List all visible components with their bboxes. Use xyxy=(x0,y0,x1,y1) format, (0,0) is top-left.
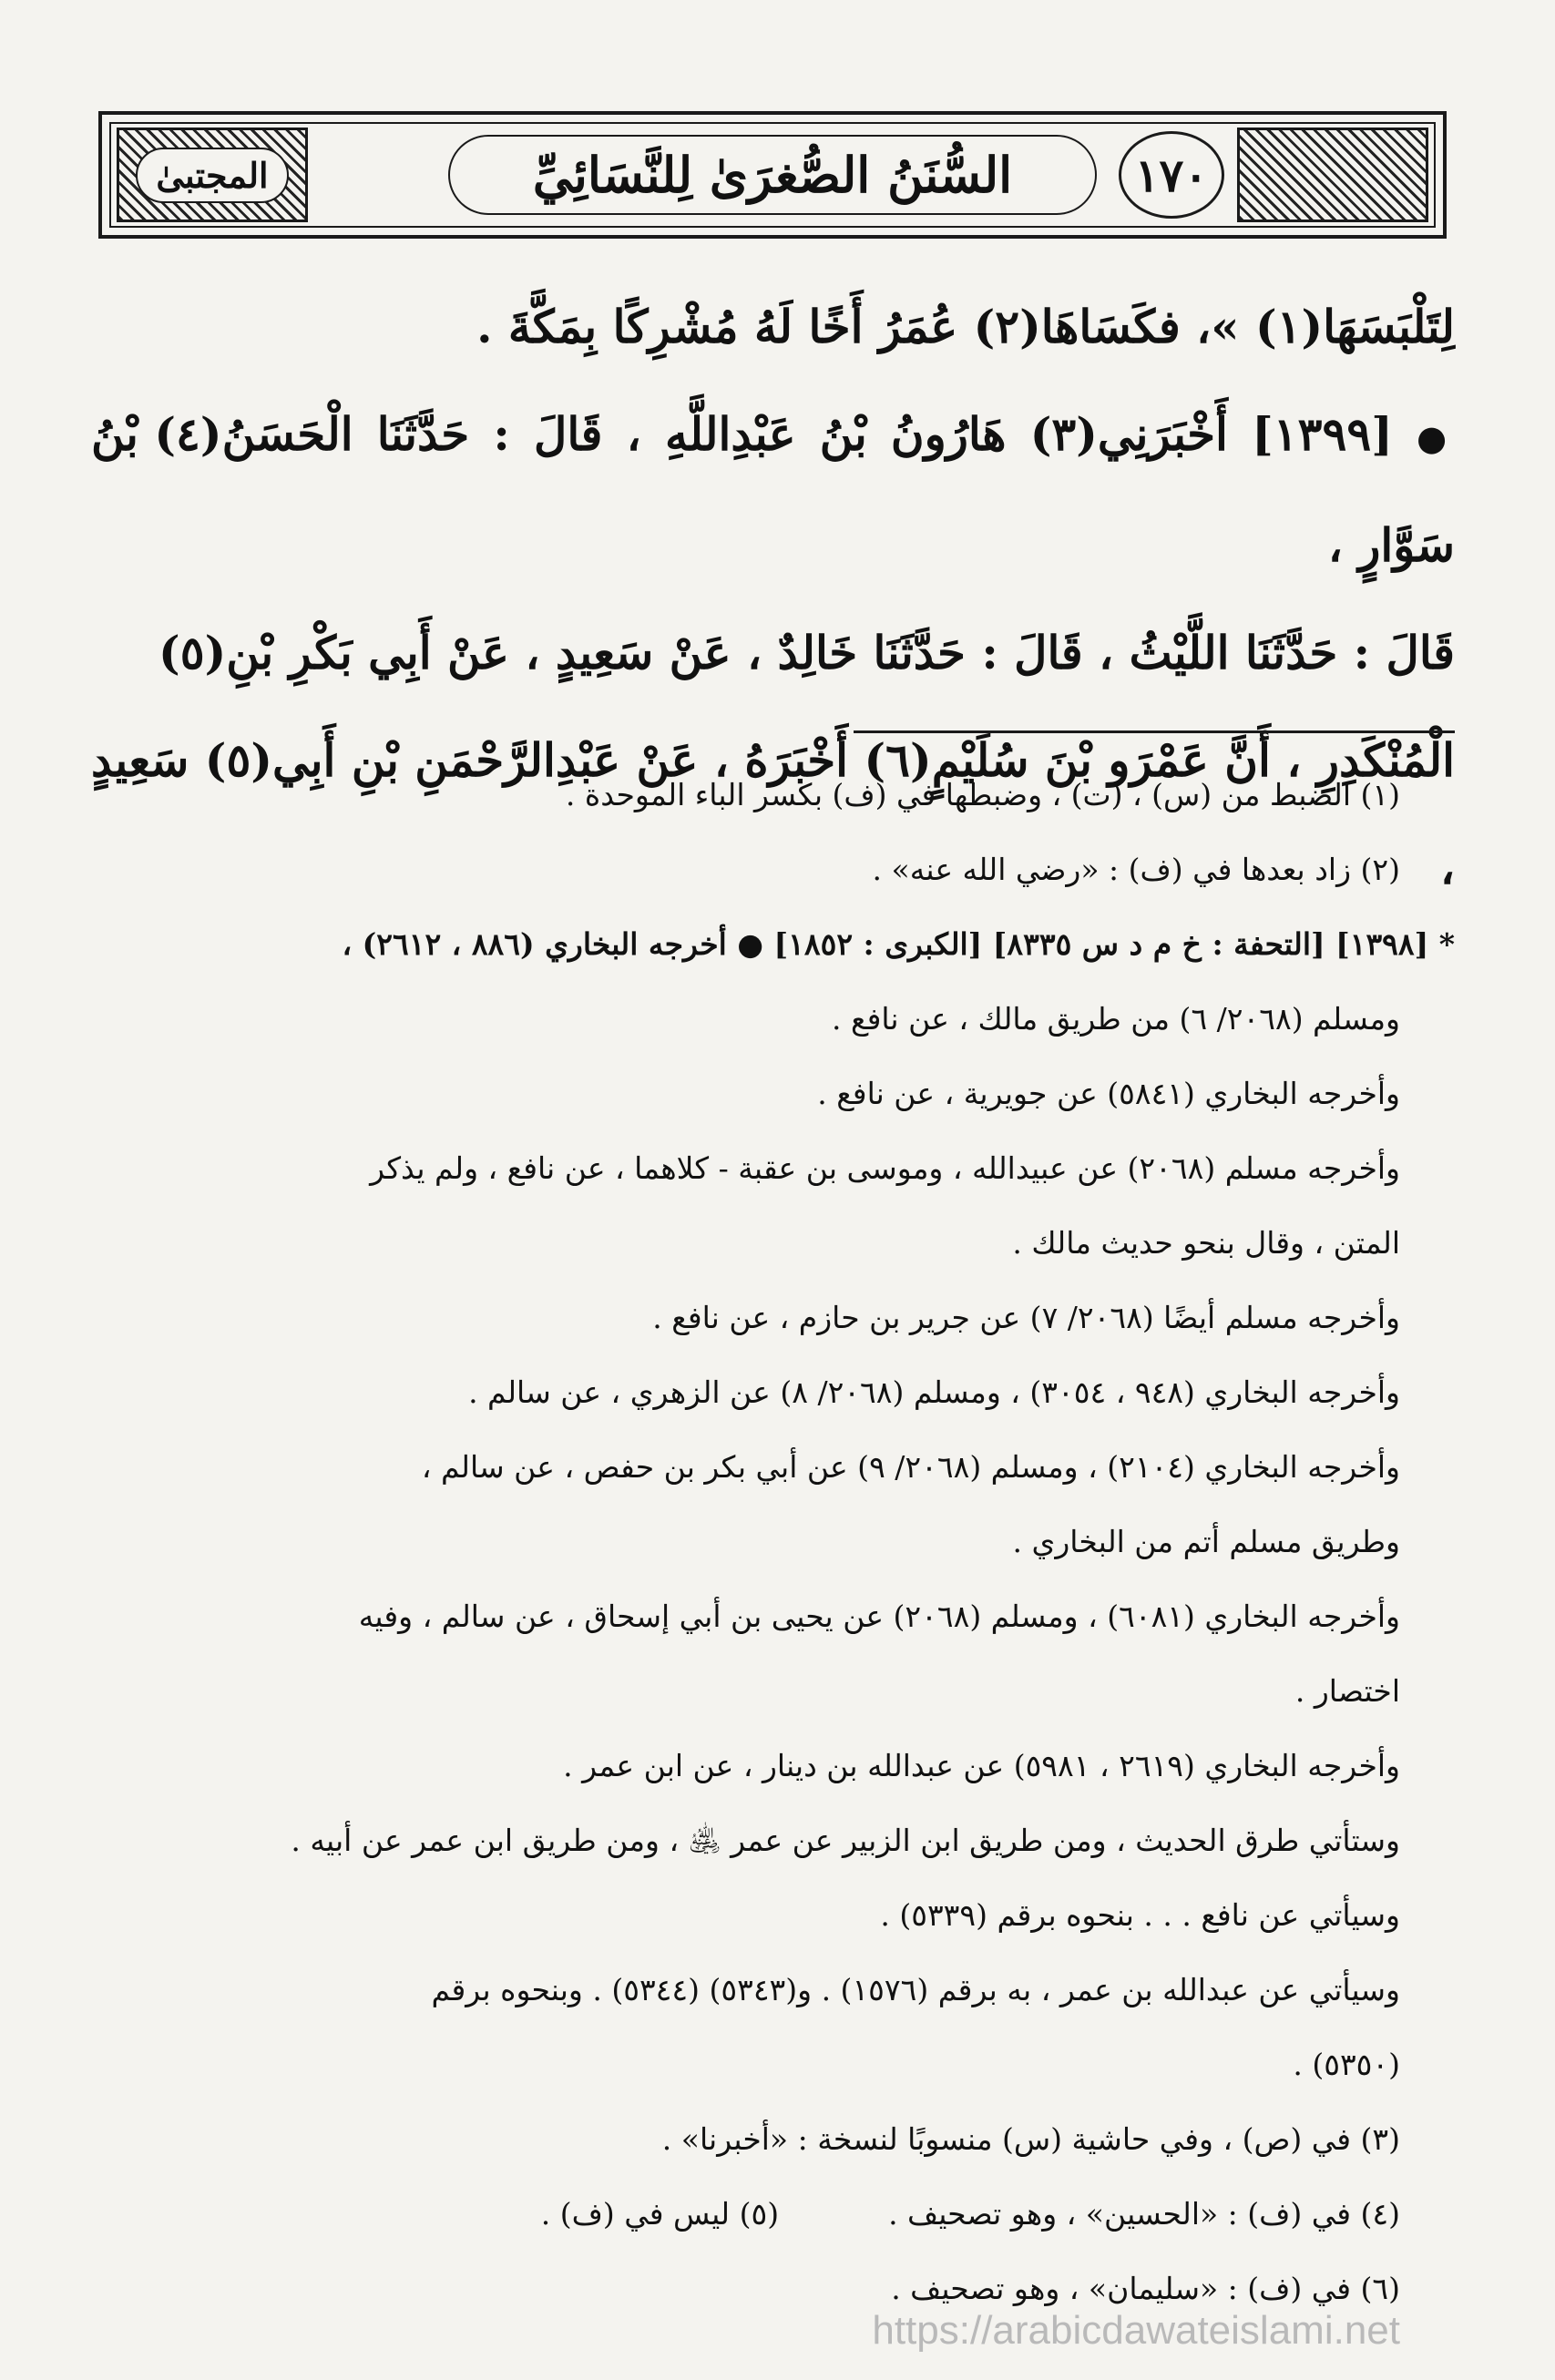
takhrij-line: (٥٣٥٠) . xyxy=(1293,2047,1400,2082)
takhrij-line: وأخرجه البخاري (٦٠٨١) ، ومسلم (٢٠٦٨) عن يحيى بن أبي إسحاق ، عن سالم ، وفيه xyxy=(358,1599,1400,1634)
takhrij-line: وأخرجه البخاري (٢٦١٩ ، ٥٩٨١) عن عبدالله بن دينار ، عن ابن عمر . xyxy=(563,1748,1400,1783)
book-title-ornament xyxy=(117,128,308,222)
watermark: https://arabicdawateislami.net xyxy=(872,2308,1400,2353)
footnote-divider xyxy=(854,730,1455,733)
takhrij-line: وسيأتي عن عبدالله بن عمر ، به برقم (١٥٧٦) . و(٥٣٤٣) (٥٣٤٤) . وبنحوه برقم xyxy=(431,1972,1400,2007)
takhrij-heading: * [١٣٩٨] [التحفة : خ م د س ٨٣٣٥] [الكبرى : ١٨٥٢] ● أخرجه البخاري (٨٨٦ ، ٢٦١٢) ، xyxy=(342,926,1455,962)
takhrij-line: المتن ، وقال بنحو حديث مالك . xyxy=(1012,1225,1400,1261)
takhrij-line: ومسلم (٢٠٦٨/ ٦) من طريق مالك ، عن نافع . xyxy=(832,1001,1400,1037)
takhrij-line: وأخرجه مسلم أيضًا (٢٠٦٨/ ٧) عن جرير بن حازم ، عن نافع . xyxy=(652,1300,1400,1335)
takhrij-line: اختصار . xyxy=(1294,1673,1400,1709)
hadith-1399-line xyxy=(91,381,1455,599)
takhrij-line: وأخرجه البخاري (٩٤٨ ، ٣٠٥٤) ، ومسلم (٢٠٦٨/ ٨) عن الزهري ، عن سالم . xyxy=(468,1374,1400,1410)
takhrij-line: وأخرجه البخاري (٥٨٤١) عن جويرية ، عن نافع . xyxy=(817,1076,1400,1111)
main-line: قَالَ : حَدَّثَنَا اللَّيْثُ ، قَالَ : حَدَّثَنَا خَالِدٌ ، عَنْ سَعِيدٍ ، عَنْ أَبِي بَكْرِ بْنِ(٥) xyxy=(159,626,1455,679)
bullet-icon: ● xyxy=(1417,417,1455,458)
page-number: ١٧٠ xyxy=(1119,131,1224,219)
page-header xyxy=(98,111,1447,239)
footnote: (٦) في (ف) : «سليمان» ، وهو تصحيف . xyxy=(891,2271,1400,2306)
book-short-title: المجتبىٰ xyxy=(136,148,288,203)
decorative-ornament xyxy=(1237,128,1428,222)
main-line: الْمُنْكَدِرِ ، أَنَّ عَمْرَو بْنَ سُلَيْمٍ(٦) أَخْبَرَهُ ، عَنْ عَبْدِالرَّحْمَنِ بْنِ أَبِي(٥) سَعِيدٍ ، xyxy=(91,733,1456,894)
footnote: (٥) ليس في (ف) . xyxy=(540,2196,780,2232)
takhrij-line: وسيأتي عن نافع . . . بنحوه برقم (٥٣٣٩) . xyxy=(880,1897,1400,1933)
takhrij-line: وأخرجه مسلم (٢٠٦٨) عن عبيدالله ، وموسى بن عقبة - كلاهما ، عن نافع ، ولم يذكر xyxy=(370,1150,1400,1186)
takhrij-line: وأخرجه البخاري (٢١٠٤) ، ومسلم (٢٠٦٨/ ٩) عن أبي بكر بن حفص ، عن سالم ، xyxy=(421,1449,1400,1485)
footnote: (٤) في (ف) : «الحسين» ، وهو تصحيف . xyxy=(888,2196,1400,2232)
footnote: (٣) في (ص) ، وفي حاشية (س) منسوبًا لنسخة : «أخبرنا» . xyxy=(661,2121,1400,2157)
main-line: [١٣٩٩] أَخْبَرَنِي(٣) هَارُونُ بْنُ عَبْدِاللَّهِ ، قَالَ : حَدَّثَنَا الْحَسَنُ(٤) بْنُ سَوَّارٍ ، xyxy=(91,407,1455,572)
footnote: (٢) زاد بعدها في (ف) : «رضي الله عنه» . xyxy=(872,852,1400,887)
footnotes xyxy=(91,758,1455,2326)
footnote: (١) الضبط من (س) ، (ت) ، وضبطها في (ف) بكسر الباء الموحدة . xyxy=(565,777,1400,812)
takhrij-line: وستأتي طرق الحديث ، ومن طريق ابن الزبير عن عمر ﵁ ، ومن طريق ابن عمر عن أبيه . xyxy=(291,1823,1400,1858)
takhrij-line: وطريق مسلم أتم من البخاري . xyxy=(1012,1524,1400,1559)
running-title: السُّنَنُ الصُّغرَىٰ لِلنَّسَائِيِّ xyxy=(448,135,1097,215)
footnote-row xyxy=(91,2177,1455,2252)
main-line: لِتَلْبَسَهَا(١) »، فكَسَاهَا(٢) عُمَرُ أَخًا لَهُ مُشْرِكًا بِمَكَّةَ . xyxy=(476,300,1455,353)
